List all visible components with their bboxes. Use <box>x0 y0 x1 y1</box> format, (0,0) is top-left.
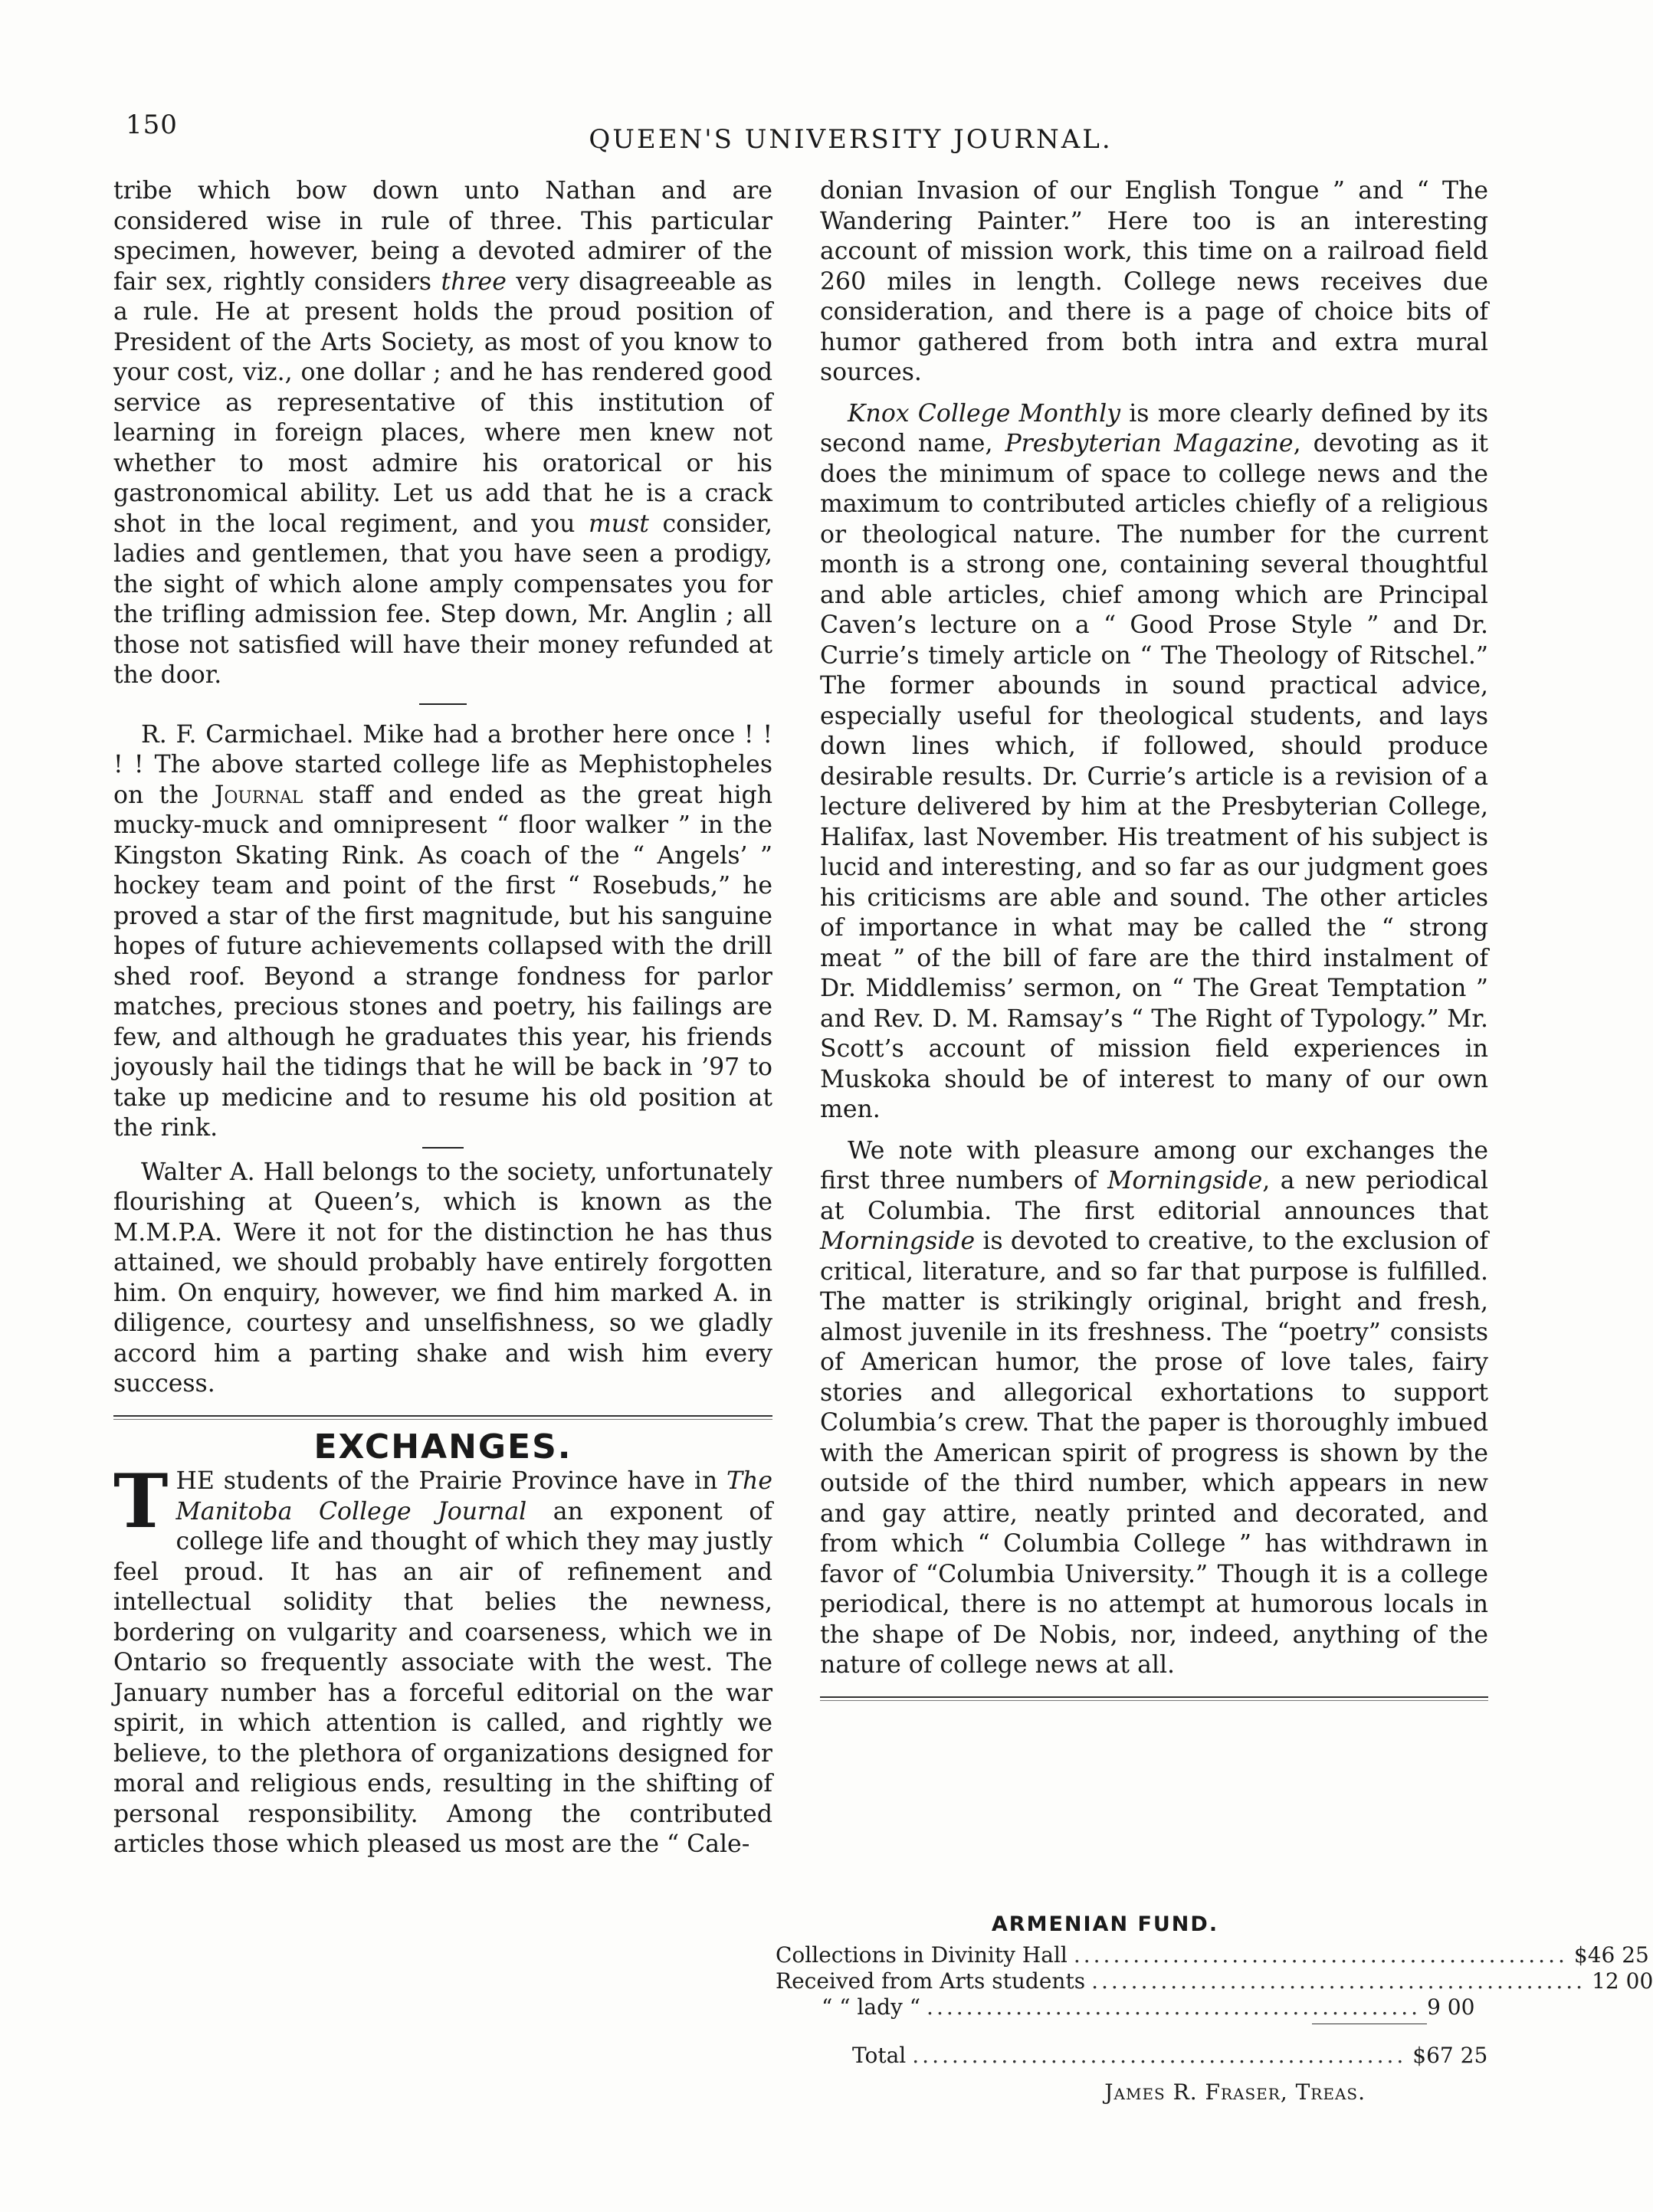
journal-title: QUEEN'S UNIVERSITY JOURNAL. <box>589 124 1113 155</box>
exchanges-heading: EXCHANGES. <box>313 1427 572 1466</box>
section-divider <box>419 703 467 705</box>
section-divider <box>422 1147 464 1149</box>
article-paragraph: Knox College Monthly is more clearly defined by its second name, Presbyterian Magazine, devoting as it does the minimum of space to college news and the maximum to contributed articles chiefly of a religious or theological nature. The number for the current month is a strong one, containing several thoughtful and able articles, chief among which are Principal Caven’s lecture on a “ Good Prose Style ” and Dr. Currie’s timely article on “ The Theology of Ritschel.” The former abounds in sound practical advice, especially useful for theological students, and lays down lines which, if followed, should produce desirable results. Dr. Currie’s article is a revision of a lecture delivered by him at the Presbyterian College, Halifax, last November. His treatment of his subject is lucid and interesting, and so far as our judgment goes his criticisms are able and sound. The other articles of importance in what may be called the “ strong meat ” of the bill of fare are the third instalment of Dr. Middlemiss’ sermon, on “ The Great Temptation ” and Rev. D. M. Ramsay’s “ The Right of Typology.” Mr. Scott’s account of mission field experiences in Muskoka should be of interest to many of our own men. <box>820 399 1488 1123</box>
armenian-fund-table <box>776 1912 1653 2105</box>
fund-row: Collections in Divinity Hall .................................................. $46 25 <box>776 1942 1649 1968</box>
double-rule <box>820 1696 1488 1701</box>
fund-row: “ “ lady “ .................................................. 9 00 <box>822 1994 1475 2020</box>
article-paragraph: R. F. Carmichael. Mike had a brother here once ! ! ! ! The above started college life as Mephistopheles on the Journal staff and ended as the great high mucky-muck and omnipresent “ floor walker ” in the Kingston Skating Rink. As coach of the “ Angels’ ” hockey team and point of the first “ Rosebuds,” he proved a star of the first magnitude, but his sanguine hopes of future achievements collapsed with the drill shed roof. Beyond a strange fondness for parlor matches, precious stones and poetry, his failings are few, and although he graduates this year, his friends joyously hail the tidings that he will be back in ’97 to take up medicine and to resume his old position at the rink. <box>113 720 772 1142</box>
fund-row: Received from Arts students .................................................. 12 00 <box>776 1968 1653 1994</box>
fund-total-row: Total .................................................. $67 25 <box>852 2043 1488 2068</box>
page-number: 150 <box>126 110 178 140</box>
double-rule <box>113 1415 772 1420</box>
right-column <box>820 176 1488 1713</box>
left-column <box>113 176 772 1860</box>
article-paragraph: donian Invasion of our English Tongue ” and “ The Wandering Painter.” Here too is an interesting account of mission work, this time on a railroad field 260 miles in length. College news receives due consideration, and there is a page of choice bits of humor gathered from both intra and extra mural sources. <box>820 177 1488 386</box>
treasurer-signature: James R. Fraser, Treas. <box>1104 2079 1366 2105</box>
drop-cap: T <box>113 1458 169 1545</box>
article-paragraph: We note with pleasure among our exchanges the first three numbers of Morningside, a new periodical at Columbia. The first editorial announces that Morningside is devoted to creative, to the exclusion of critical, literature, and so far that purpose is fulfilled. The matter is strikingly original, bright and fresh, almost juvenile in its freshness. The “poetry” consists of American humor, the prose of love tales, fairy stories and allegorical exhortations to support Columbia’s crew. That the paper is thoroughly imbued with the American spirit of progress is shown by the outside of the third number, which appears in new and gay attire, neatly printed and decorated, and from which “ Columbia College ” has withdrawn in favor of “Columbia University.” Though it is a college periodical, there is no attempt at humorous locals in the shape of De Nobis, nor, indeed, anything of the nature of college news at all. <box>820 1136 1488 1679</box>
fund-title: ARMENIAN FUND. <box>991 1912 1219 1936</box>
article-paragraph: tribe which bow down unto Nathan and are considered wise in rule of three. This particular specimen, however, being a devoted admirer of the fair sex, rightly considers three very disagreeable as a rule. He at present holds the proud position of President of the Arts Society, as most of you know to your cost, viz., one dollar ; and he has rendered good service as representative of this institution of learning in foreign places, where men knew not whether to most admire his oratorical or his gastronomical ability. Let us add that he is a crack shot in the local regiment, and you must consider, ladies and gentlemen, that you have seen a prodigy, the sight of which alone amply compensates you for the trifling admission fee. Step down, Mr. Anglin ; all those not satisfied will have their money refunded at the door. <box>113 177 773 689</box>
exchanges-paragraph: THE students of the Prairie Province have in The Manitoba College Journal an exponent of college life and thought of which they may justly feel proud. It has an air of refinement and intellectual solidity that belies the newness, bordering on vulgarity and coarseness, which we in Ontario so frequently associate with the west. The January number has a forceful editorial on the war spirit, in which attention is called, and rightly we believe, to the plethora of organizations designed for moral and religious ends, resulting in the shifting of personal responsibility. Among the contributed articles those which pleased us most are the “ Cale- <box>113 1458 773 1858</box>
article-paragraph: Walter A. Hall belongs to the society, unfortunately flourishing at Queen’s, which is known as the M.M.P.A. Were it not for the distinction he has thus attained, we should probably have entirely forgotten him. On enquiry, however, we find him marked A. in diligence, courtesy and unselfishness, so we gladly accord him a parting shake and wish him every success. <box>113 1158 772 1398</box>
